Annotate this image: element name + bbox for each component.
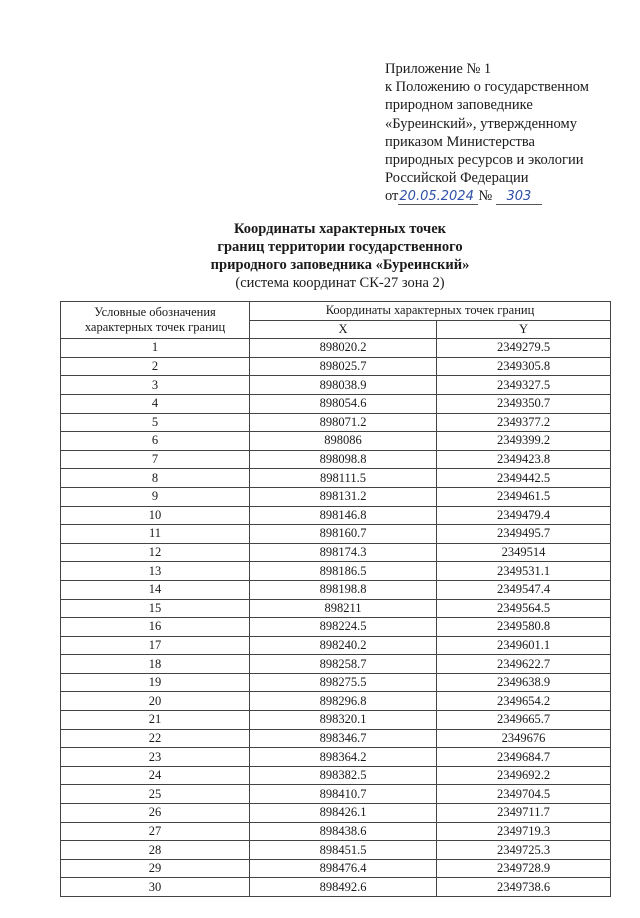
table-row — [61, 339, 611, 358]
cell-point: 6 — [61, 432, 250, 451]
cell-y: 2349442.5 — [437, 469, 611, 488]
table-row — [61, 766, 611, 785]
cell-point: 9 — [61, 487, 250, 506]
cell-point: 13 — [61, 562, 250, 581]
table-row — [61, 655, 611, 674]
cell-x: 898174.3 — [250, 543, 437, 562]
cell-point: 28 — [61, 841, 250, 860]
cell-point: 16 — [61, 618, 250, 637]
cell-x: 898086 — [250, 432, 437, 451]
table-row — [61, 673, 611, 692]
table-row — [61, 450, 611, 469]
appendix-line: приказом Министерства — [385, 133, 535, 150]
appendix-line: природных ресурсов и экологии — [385, 152, 584, 169]
table-row — [61, 841, 611, 860]
table-row — [61, 580, 611, 599]
table-row — [61, 878, 611, 897]
cell-point: 22 — [61, 729, 250, 748]
appendix-line: Приложение № 1 — [385, 61, 492, 77]
order-reference — [385, 187, 625, 205]
cell-point: 8 — [61, 469, 250, 488]
cell-y: 2349495.7 — [437, 525, 611, 544]
table-row — [61, 432, 611, 451]
cell-x: 898426.1 — [250, 804, 437, 823]
cell-y: 2349305.8 — [437, 357, 611, 376]
table-row — [61, 525, 611, 544]
cell-y: 2349622.7 — [437, 655, 611, 674]
cell-point: 18 — [61, 655, 250, 674]
table-row — [61, 729, 611, 748]
cell-point: 25 — [61, 785, 250, 804]
cell-x: 898054.6 — [250, 394, 437, 413]
cell-y: 2349684.7 — [437, 748, 611, 767]
cell-point: 30 — [61, 878, 250, 897]
cell-x: 898382.5 — [250, 766, 437, 785]
cell-x: 898160.7 — [250, 525, 437, 544]
table-row — [61, 804, 611, 823]
cell-point: 29 — [61, 859, 250, 878]
header-y: Y — [437, 320, 611, 339]
title-subtitle: (система координат СК-27 зона 2) — [235, 275, 445, 291]
table-row — [61, 506, 611, 525]
cell-point: 4 — [61, 394, 250, 413]
cell-y: 2349738.6 — [437, 878, 611, 897]
cell-y: 2349423.8 — [437, 450, 611, 469]
table-row — [61, 859, 611, 878]
table-row — [61, 692, 611, 711]
cell-x: 898476.4 — [250, 859, 437, 878]
cell-y: 2349377.2 — [437, 413, 611, 432]
table-row — [61, 748, 611, 767]
cell-point: 17 — [61, 636, 250, 655]
cell-x: 898320.1 — [250, 711, 437, 730]
cell-x: 898186.5 — [250, 562, 437, 581]
cell-point: 23 — [61, 748, 250, 767]
cell-point: 7 — [61, 450, 250, 469]
cell-y: 2349514 — [437, 543, 611, 562]
cell-x: 898198.8 — [250, 580, 437, 599]
cell-y: 2349279.5 — [437, 339, 611, 358]
title-line: Координаты характерных точек — [233, 221, 447, 237]
cell-x: 898211 — [250, 599, 437, 618]
header-coordinates: Координаты характерных точек границ — [250, 302, 611, 321]
table-row — [61, 376, 611, 395]
cell-y: 2349692.2 — [437, 766, 611, 785]
cell-x: 898364.2 — [250, 748, 437, 767]
cell-y: 2349719.3 — [437, 822, 611, 841]
table-row — [61, 785, 611, 804]
cell-point: 12 — [61, 543, 250, 562]
title-line: природного заповедника «Буреинский» — [210, 257, 470, 273]
cell-y: 2349350.7 — [437, 394, 611, 413]
cell-point: 27 — [61, 822, 250, 841]
cell-x: 898131.2 — [250, 487, 437, 506]
from-label: от — [385, 188, 399, 205]
cell-y: 2349531.1 — [437, 562, 611, 581]
cell-y: 2349479.4 — [437, 506, 611, 525]
cell-x: 898438.6 — [250, 822, 437, 841]
cell-point: 11 — [61, 525, 250, 544]
table-row — [61, 636, 611, 655]
cell-point: 10 — [61, 506, 250, 525]
cell-y: 2349601.1 — [437, 636, 611, 655]
cell-point: 15 — [61, 599, 250, 618]
header-x: X — [250, 320, 437, 339]
table-row — [61, 357, 611, 376]
cell-x: 898025.7 — [250, 357, 437, 376]
cell-y: 2349725.3 — [437, 841, 611, 860]
cell-point: 2 — [61, 357, 250, 376]
cell-x: 898020.2 — [250, 339, 437, 358]
cell-y: 2349676 — [437, 729, 611, 748]
cell-y: 2349728.9 — [437, 859, 611, 878]
table-row — [61, 711, 611, 730]
document-title — [150, 220, 530, 292]
table-row — [61, 469, 611, 488]
table-row — [61, 413, 611, 432]
cell-x: 898038.9 — [250, 376, 437, 395]
cell-point: 24 — [61, 766, 250, 785]
cell-y: 2349327.5 — [437, 376, 611, 395]
cell-point: 26 — [61, 804, 250, 823]
cell-x: 898275.5 — [250, 673, 437, 692]
cell-x: 898410.7 — [250, 785, 437, 804]
table-row — [61, 822, 611, 841]
appendix-line: Российской Федерации — [385, 170, 529, 187]
appendix-line: «Буреинский», утвержденному — [385, 115, 577, 132]
cell-y: 2349665.7 — [437, 711, 611, 730]
cell-x: 898258.7 — [250, 655, 437, 674]
appendix-block — [385, 60, 625, 206]
cell-x: 898098.8 — [250, 450, 437, 469]
cell-point: 14 — [61, 580, 250, 599]
cell-y: 2349638.9 — [437, 673, 611, 692]
table-body — [61, 339, 611, 897]
cell-y: 2349580.8 — [437, 618, 611, 637]
table-row — [61, 618, 611, 637]
cell-y: 2349461.5 — [437, 487, 611, 506]
cell-x: 898071.2 — [250, 413, 437, 432]
cell-y: 2349399.2 — [437, 432, 611, 451]
cell-point: 5 — [61, 413, 250, 432]
cell-x: 898451.5 — [250, 841, 437, 860]
title-line: границ территории государственного — [217, 239, 463, 255]
cell-point: 3 — [61, 376, 250, 395]
table-row — [61, 394, 611, 413]
cell-x: 898492.6 — [250, 878, 437, 897]
cell-x: 898346.7 — [250, 729, 437, 748]
table-row — [61, 487, 611, 506]
table-row — [61, 562, 611, 581]
cell-point: 1 — [61, 339, 250, 358]
table-row — [61, 543, 611, 562]
handwritten-number: 303 — [496, 190, 542, 205]
coordinates-table — [60, 301, 611, 897]
cell-x: 898296.8 — [250, 692, 437, 711]
cell-point: 20 — [61, 692, 250, 711]
cell-x: 898111.5 — [250, 469, 437, 488]
number-label: № — [478, 188, 493, 205]
handwritten-date: 20.05.2024 — [398, 190, 478, 205]
cell-y: 2349704.5 — [437, 785, 611, 804]
cell-y: 2349654.2 — [437, 692, 611, 711]
cell-x: 898224.5 — [250, 618, 437, 637]
cell-x: 898240.2 — [250, 636, 437, 655]
cell-y: 2349564.5 — [437, 599, 611, 618]
cell-point: 21 — [61, 711, 250, 730]
appendix-line: к Положению о государственном — [385, 79, 589, 96]
table-row — [61, 599, 611, 618]
cell-point: 19 — [61, 673, 250, 692]
cell-x: 898146.8 — [250, 506, 437, 525]
header-point-designation: Условные обозначения характерных точек границ — [61, 302, 250, 339]
cell-y: 2349547.4 — [437, 580, 611, 599]
appendix-line: природном заповеднике — [385, 97, 533, 114]
cell-y: 2349711.7 — [437, 804, 611, 823]
